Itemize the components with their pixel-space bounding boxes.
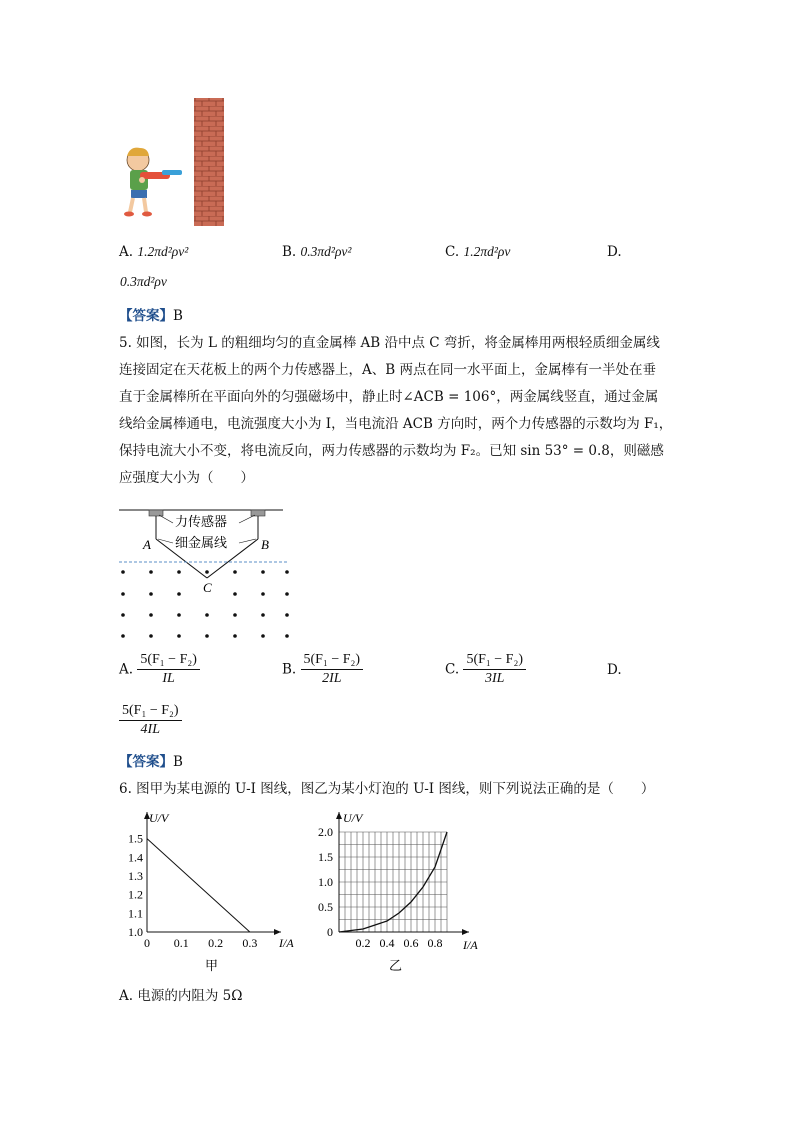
- chart-title: 乙: [389, 958, 403, 973]
- wire-label: 细金属线: [175, 535, 228, 550]
- q5-figure: [115, 505, 295, 645]
- q6-option-a[interactable]: A. 电源的内阻为 5Ω: [119, 988, 243, 1004]
- y-tick-label: 1.0: [128, 925, 143, 939]
- y-axis-label: U/V: [343, 811, 363, 825]
- q6-stem: 6. 图甲为某电源的 U-I 图线，图乙为某小灯泡的 U-I 图线，则下列说法正确的是（ ）: [119, 781, 655, 797]
- x-tick-label: 0.2: [355, 936, 371, 950]
- y-tick-label: 1.5: [318, 850, 333, 864]
- x-axis-label: I/A: [279, 936, 294, 950]
- sensor-pointer-right: [239, 515, 255, 523]
- q4-option-a[interactable]: A. 1.2πd²ρv²: [119, 244, 189, 260]
- sensor-pointer-left: [159, 515, 173, 523]
- q5-stem: [119, 332, 689, 494]
- chart-jia: [115, 808, 305, 978]
- x-tick-label: 0: [144, 936, 150, 950]
- boy-with-water-gun: [124, 148, 182, 217]
- q4-option-b[interactable]: B. 0.3πd²ρv²: [282, 244, 352, 260]
- y-tick-label: 1.3: [128, 869, 143, 883]
- q5-option-b[interactable]: B. $\frac{\text{5(F₁ − F₂)}}{2IL}$: [282, 652, 363, 687]
- series-line-source: [147, 839, 250, 932]
- q5-option-a[interactable]: A. $\frac{\text{5(F₁ − F₂)}}{IL}$: [119, 652, 200, 687]
- x-axis-arrow: [274, 929, 281, 935]
- y-tick-label: 1.2: [128, 887, 143, 902]
- x-tick-label: 0.2: [208, 936, 224, 950]
- x-axis-label: I/A: [463, 938, 478, 952]
- q5-option-d[interactable]: D.: [607, 662, 622, 678]
- x-tick-label: 0.8: [427, 936, 443, 950]
- point-c-label: C: [203, 580, 212, 595]
- point-a-label: A: [143, 537, 151, 552]
- q5-option-d-expr: $\frac{\text{5(F₁ − F₂)}}{4IL}$: [119, 703, 182, 738]
- q5-line: 保持电流大小不变，将电流反向，两力传感器的示数均为 F₂。已知 sin 53° = 0.8，则磁感: [119, 443, 664, 459]
- x-tick-label: 0.3: [242, 936, 258, 950]
- q4-option-c[interactable]: C. 1.2πd²ρv: [445, 244, 511, 260]
- q4-answer: 【答案】B: [119, 308, 183, 324]
- q5-line: 5. 如图，长为 L 的粗细均匀的直金属棒 AB 沿中点 C 弯折，将金属棒用两根轻质细金属线: [119, 335, 660, 351]
- chart-title: 甲: [205, 958, 219, 973]
- sensor-left: [149, 510, 163, 516]
- sensor-label: 力传感器: [175, 514, 228, 529]
- y-tick-label: 1.0: [318, 875, 333, 889]
- q5-line: 直于金属棒所在平面向外的匀强磁场中，静止时∠ACB = 106°，两金属线竖直，通过金属: [119, 389, 659, 405]
- q4-option-d[interactable]: D.: [607, 244, 622, 260]
- y-tick-label: 0: [327, 925, 333, 939]
- x-axis-arrow: [462, 929, 469, 935]
- q5-option-c[interactable]: C. $\frac{\text{5(F₁ − F₂)}}{3IL}$: [445, 652, 526, 687]
- y-tick-label: 1.5: [128, 831, 143, 846]
- chart-yi: [305, 808, 495, 978]
- y-axis-arrow: [336, 812, 342, 819]
- point-b-label: B: [261, 537, 269, 552]
- y-tick-label: 2.0: [318, 825, 333, 839]
- q5-line: 连接固定在天花板上的两个力传感器上，A、B 两点在同一水平面上，金属棒有一半处在垂: [119, 362, 656, 378]
- sensor-right: [251, 510, 265, 516]
- q4-option-d-expr: 0.3πd²ρv: [120, 274, 167, 289]
- x-tick-label: 0.4: [379, 936, 395, 950]
- y-tick-label: 1.4: [128, 850, 143, 865]
- q5-line: 应强度大小为（ ）: [119, 470, 254, 486]
- y-tick-label: 1.1: [128, 906, 143, 921]
- y-tick-label: 0.5: [318, 900, 333, 914]
- y-axis-label: U/V: [149, 811, 169, 825]
- q5-line: 线给金属棒通电，电流强度大小为 I，当电流沿 ACB 方向时，两个力传感器的示数均为 F₁，: [119, 416, 673, 432]
- q5-answer: 【答案】B: [119, 754, 183, 770]
- brick-wall: [194, 98, 224, 226]
- x-tick-label: 0.1: [173, 936, 189, 950]
- x-tick-label: 0.6: [403, 936, 419, 950]
- q4-figure: [118, 96, 228, 230]
